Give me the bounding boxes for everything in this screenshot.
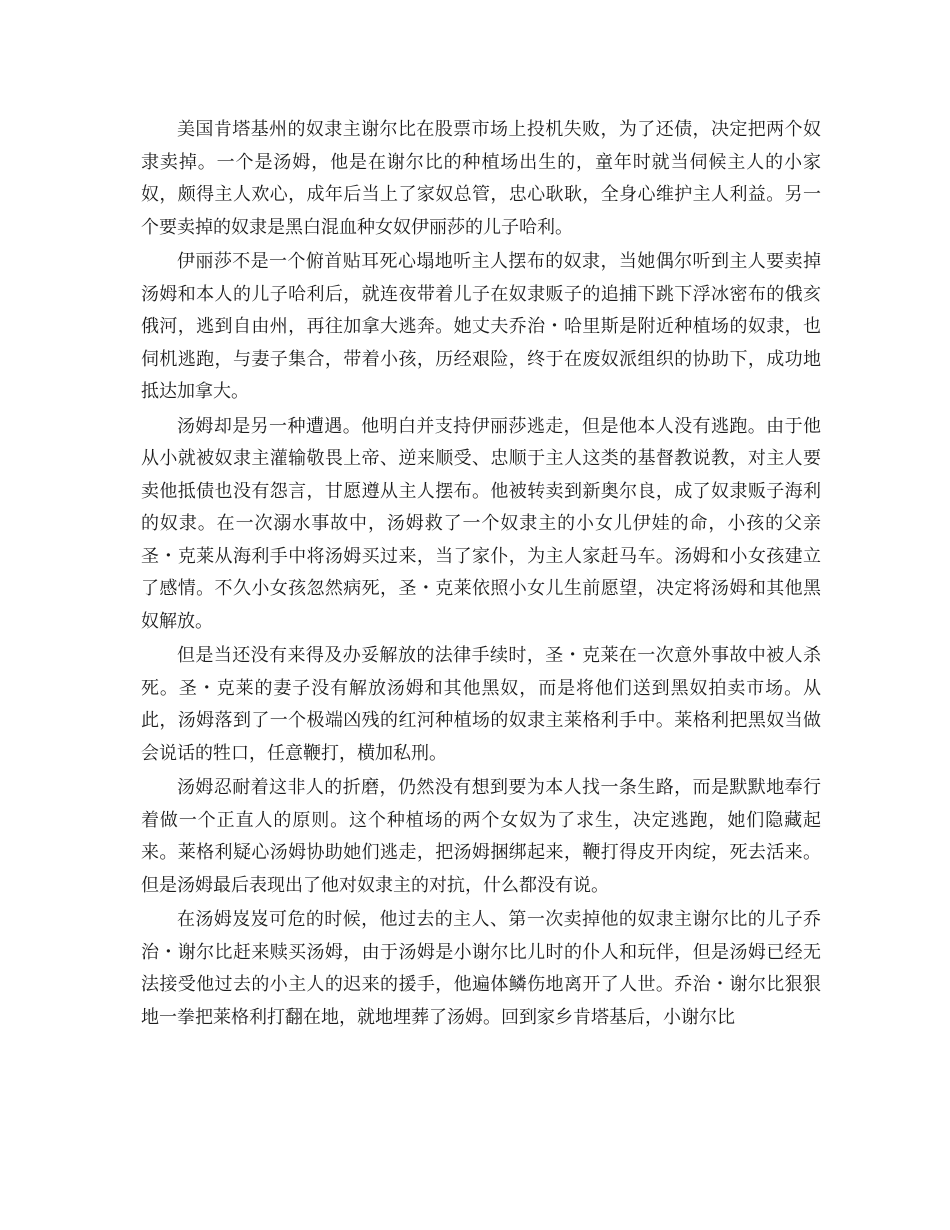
paragraph-6: 在汤姆岌岌可危的时候，他过去的主人、第一次卖掉他的奴隶主谢尔比的儿子乔治・谢尔比赶来赎买汤姆，由于汤姆是小谢尔比儿时的仆人和玩伴，但是汤姆已经无法接受他过去的小主人的迟来的援手，他遍体鳞伤地离开了人世。乔治・谢尔比狠狠地一拳把莱格利打翻在地，就地埋葬了汤姆。回到家乡肯塔基后，小谢尔比 [141, 909, 821, 1028]
paragraph-4: 但是当还没有来得及办妥解放的法律手续时，圣・克莱在一次意外事故中被人杀死。圣・克莱的妻子没有解放汤姆和其他黑奴，而是将他们送到黑奴拍卖市场。从此，汤姆落到了一个极端凶残的红河种植场的奴隶主莱格利手中。莱格利把黑奴当做会说话的牲口，任意鞭打，横加私刑。 [141, 645, 821, 764]
paragraph-1: 美国肯塔基州的奴隶主谢尔比在股票市场上投机失败，为了还债，决定把两个奴隶卖掉。一个是汤姆，他是在谢尔比的种植场出生的，童年时就当伺候主人的小家奴，颇得主人欢心，成年后当上了家奴总管，忠心耿耿，全身心维护主人利益。另一个要卖掉的奴隶是黑白混血种女奴伊丽莎的儿子哈利。 [141, 119, 821, 238]
paragraph-5: 汤姆忍耐着这非人的折磨，仍然没有想到要为本人找一条生路，而是默默地奉行着做一个正直人的原则。这个种植场的两个女奴为了求生，决定逃跑，她们隐藏起来。莱格利疑心汤姆协助她们逃走，把汤姆捆绑起来，鞭打得皮开肉绽，死去活来。但是汤姆最后表现出了他对奴隶主的对抗，什么都没有说。 [141, 777, 821, 896]
paragraph-3: 汤姆却是另一种遭遇。他明白并支持伊丽莎逃走，但是他本人没有逃跑。由于他从小就被奴隶主灌输敬畏上帝、逆来顺受、忠顺于主人这类的基督教说教，对主人要卖他抵债也没有怨言，甘愿遵从主人摆布。他被转卖到新奥尔良，成了奴隶贩子海利的奴隶。在一次溺水事故中，汤姆救了一个奴隶主的小女儿伊娃的命，小孩的父亲圣・克莱从海利手中将汤姆买过来，当了家仆，为主人家赶马车。汤姆和小女孩建立了感情。不久小女孩忽然病死，圣・克莱依照小女儿生前愿望，决定将汤姆和其他黑奴解放。 [141, 415, 821, 632]
paragraph-2: 伊丽莎不是一个俯首贴耳死心塌地听主人摆布的奴隶，当她偶尔听到主人要卖掉汤姆和本人的儿子哈利后，就连夜带着儿子在奴隶贩子的追捕下跳下浮冰密布的俄亥俄河，逃到自由州，再往加拿大逃奔。她丈夫乔治・哈里斯是附近种植场的奴隶，也伺机逃跑，与妻子集合，带着小孩，历经艰险，终于在废奴派组织的协助下，成功地抵达加拿大。 [141, 251, 821, 402]
document-body [141, 114, 821, 1036]
